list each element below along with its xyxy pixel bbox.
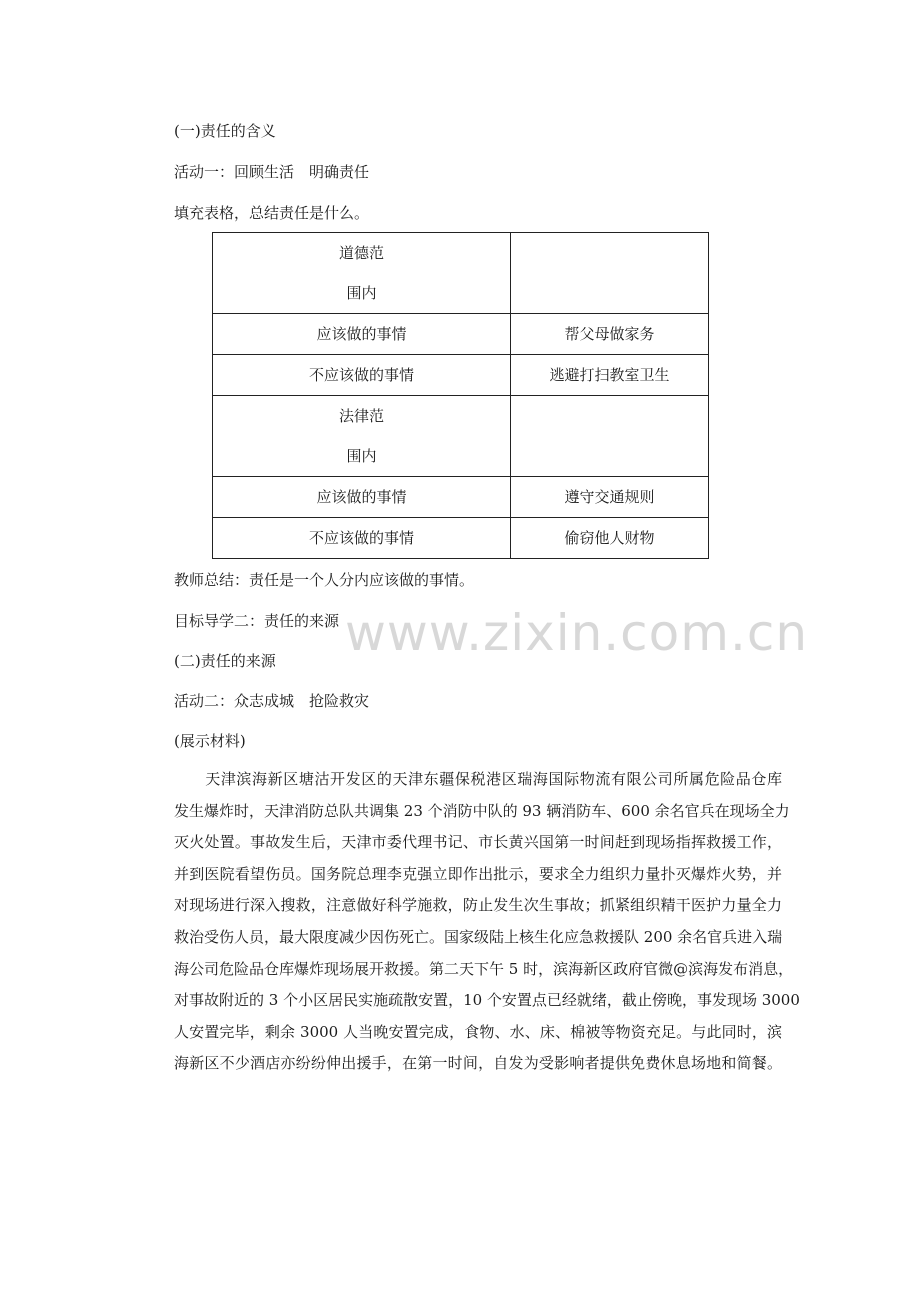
teacher-summary: 教师总结：责任是一个人分内应该做的事情。 [174, 571, 475, 589]
law-should-label: 应该做的事情 [213, 477, 511, 518]
table-row [213, 477, 709, 518]
material-paragraph [174, 764, 800, 1080]
paragraph-line: 并到医院看望伤员。国务院总理李克强立即作出批示，要求全力组织力量扑灭爆炸火势，并 [174, 864, 782, 883]
responsibility-table [212, 232, 709, 559]
moral-scope-line-2: 围内 [346, 284, 377, 302]
paragraph-line: 天津滨海新区塘沽开发区的天津东疆保税港区瑞海国际物流有限公司所属危险品仓库 [174, 770, 782, 788]
table-row [213, 518, 709, 559]
section-heading-meaning: (一)责任的含义 [174, 122, 276, 140]
material-label: (展示材料) [174, 732, 246, 750]
empty-cell [511, 396, 709, 477]
paragraph-line: 发生爆炸时，天津消防总队共调集 23 个消防中队的 93 辆消防车、600 余名官兵在现场全力 [174, 801, 790, 820]
watermark: www.zixin.com.cn [345, 604, 809, 662]
law-scope-line-2: 围内 [346, 447, 377, 465]
moral-should-not-label: 不应该做的事情 [213, 355, 511, 396]
law-should-not-example: 偷窃他人财物 [511, 518, 709, 559]
law-scope-cell [213, 396, 511, 477]
paragraph-line: 海公司危险品仓库爆炸现场展开救援。第二天下午 5 时，滨海新区政府官微@滨海发布消息， [174, 959, 794, 978]
empty-cell [511, 233, 709, 314]
paragraph-line: 救治受伤人员，最大限度减少因伤死亡。国家级陆上核生化应急救援队 200 余名官兵进入瑞 [174, 927, 783, 946]
table-row [213, 314, 709, 355]
activity-two-title: 活动二：众志成城 抢险救灾 [174, 692, 370, 710]
moral-should-not-example: 逃避打扫教室卫生 [511, 355, 709, 396]
goal-two-title: 目标导学二：责任的来源 [174, 612, 340, 630]
law-scope-line-1: 法律范 [338, 407, 384, 425]
paragraph-line: 灭火处置。事故发生后，天津市委代理书记、市长黄兴国第一时间赶到现场指挥救援工作， [174, 833, 782, 852]
moral-scope-line-1: 道德范 [338, 244, 384, 262]
section-heading-source: (二)责任的来源 [174, 652, 276, 670]
table-row [213, 355, 709, 396]
paragraph-line: 对事故附近的 3 个小区居民实施疏散安置，10 个安置点已经就绪，截止傍晚，事发现场 3000 [174, 991, 800, 1010]
activity-one-title: 活动一：回顾生活 明确责任 [174, 163, 370, 181]
moral-scope-cell [213, 233, 511, 314]
table-instruction: 填充表格，总结责任是什么。 [174, 204, 370, 222]
table-row [213, 233, 709, 314]
paragraph-line: 海新区不少酒店亦纷纷伸出援手，在第一时间，自发为受影响者提供免费休息场地和简餐。 [174, 1054, 782, 1073]
law-should-not-label: 不应该做的事情 [213, 518, 511, 559]
paragraph-line: 人安置完毕，剩余 3000 人当晚安置完成，食物、水、床、棉被等物资充足。与此同时，滨 [174, 1022, 782, 1041]
law-should-example: 遵守交通规则 [511, 477, 709, 518]
moral-should-label: 应该做的事情 [213, 314, 511, 355]
paragraph-line: 对现场进行深入搜救，注意做好科学施救，防止发生次生事故；抓紧组织精干医护力量全力 [174, 896, 782, 915]
moral-should-example: 帮父母做家务 [511, 314, 709, 355]
table-row [213, 396, 709, 477]
